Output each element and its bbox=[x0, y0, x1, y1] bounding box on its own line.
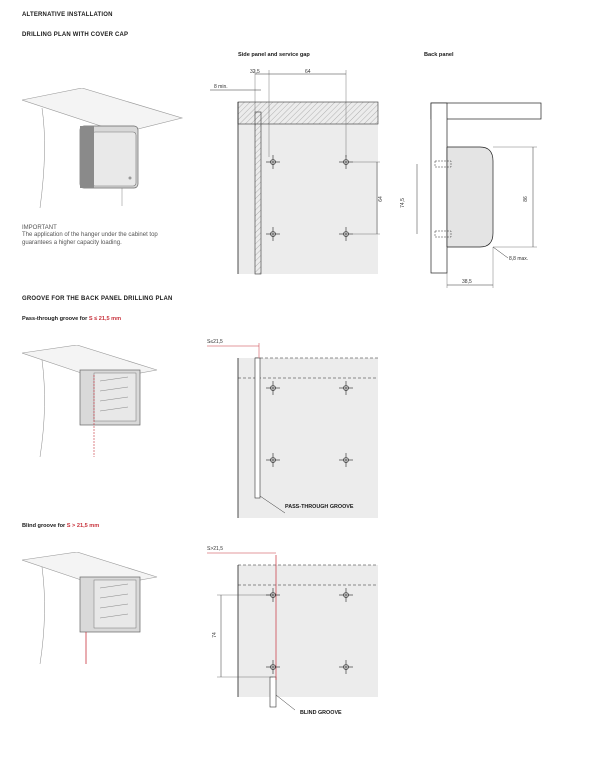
blind-condition: S > 21,5 mm bbox=[66, 523, 100, 529]
pass-through-illustration bbox=[22, 345, 162, 460]
dim-74-5: 74,5 bbox=[399, 198, 406, 208]
blind-dim: S>21,5 bbox=[207, 546, 223, 552]
important-note bbox=[22, 225, 162, 247]
blind-callout: BLIND GROOVE bbox=[300, 710, 342, 716]
dim-86: 86 bbox=[522, 196, 529, 202]
section-heading-drilling-plan: DRILLING PLAN WITH COVER CAP bbox=[22, 32, 129, 38]
pass-through-drawing bbox=[205, 338, 385, 518]
blind-height-dim: 74 bbox=[211, 632, 218, 638]
section-heading-alt-install: ALTERNATIVE INSTALLATION bbox=[22, 12, 113, 18]
blind-groove-drawing bbox=[205, 545, 385, 720]
blind-groove-illustration bbox=[22, 552, 162, 667]
dim-38-5: 38,5 bbox=[462, 279, 472, 285]
dim-8-8-max: 8,8 max. bbox=[509, 256, 529, 262]
blind-label bbox=[22, 523, 99, 529]
dim-8-min: 8 min. bbox=[214, 84, 228, 90]
pass-through-label bbox=[22, 316, 121, 322]
pass-through-condition: S ≤ 21,5 mm bbox=[88, 316, 122, 322]
side-panel-title: Side panel and service gap bbox=[238, 52, 310, 58]
back-panel-drawing bbox=[405, 95, 555, 295]
dim-64-top: 64 bbox=[305, 69, 311, 75]
side-panel-drawing bbox=[205, 62, 385, 282]
pass-through-prefix: Pass-through groove for bbox=[22, 316, 89, 322]
back-panel-title: Back panel bbox=[424, 52, 454, 58]
cover-cap-illustration bbox=[22, 88, 192, 213]
important-text: The application of the hanger under the cabinet top guarantees a higher capacity loading. bbox=[22, 232, 158, 246]
pass-through-callout: PASS-THROUGH GROOVE bbox=[285, 504, 354, 510]
pass-through-dim: S≤21,5 bbox=[207, 339, 223, 345]
dim-64-vertical: 64 bbox=[377, 196, 384, 202]
blind-prefix: Blind groove for bbox=[22, 523, 67, 529]
important-title: IMPORTANT bbox=[22, 225, 57, 231]
dim-32-5: 32,5 bbox=[250, 69, 260, 75]
section-heading-groove: GROOVE FOR THE BACK PANEL DRILLING PLAN bbox=[22, 296, 173, 302]
